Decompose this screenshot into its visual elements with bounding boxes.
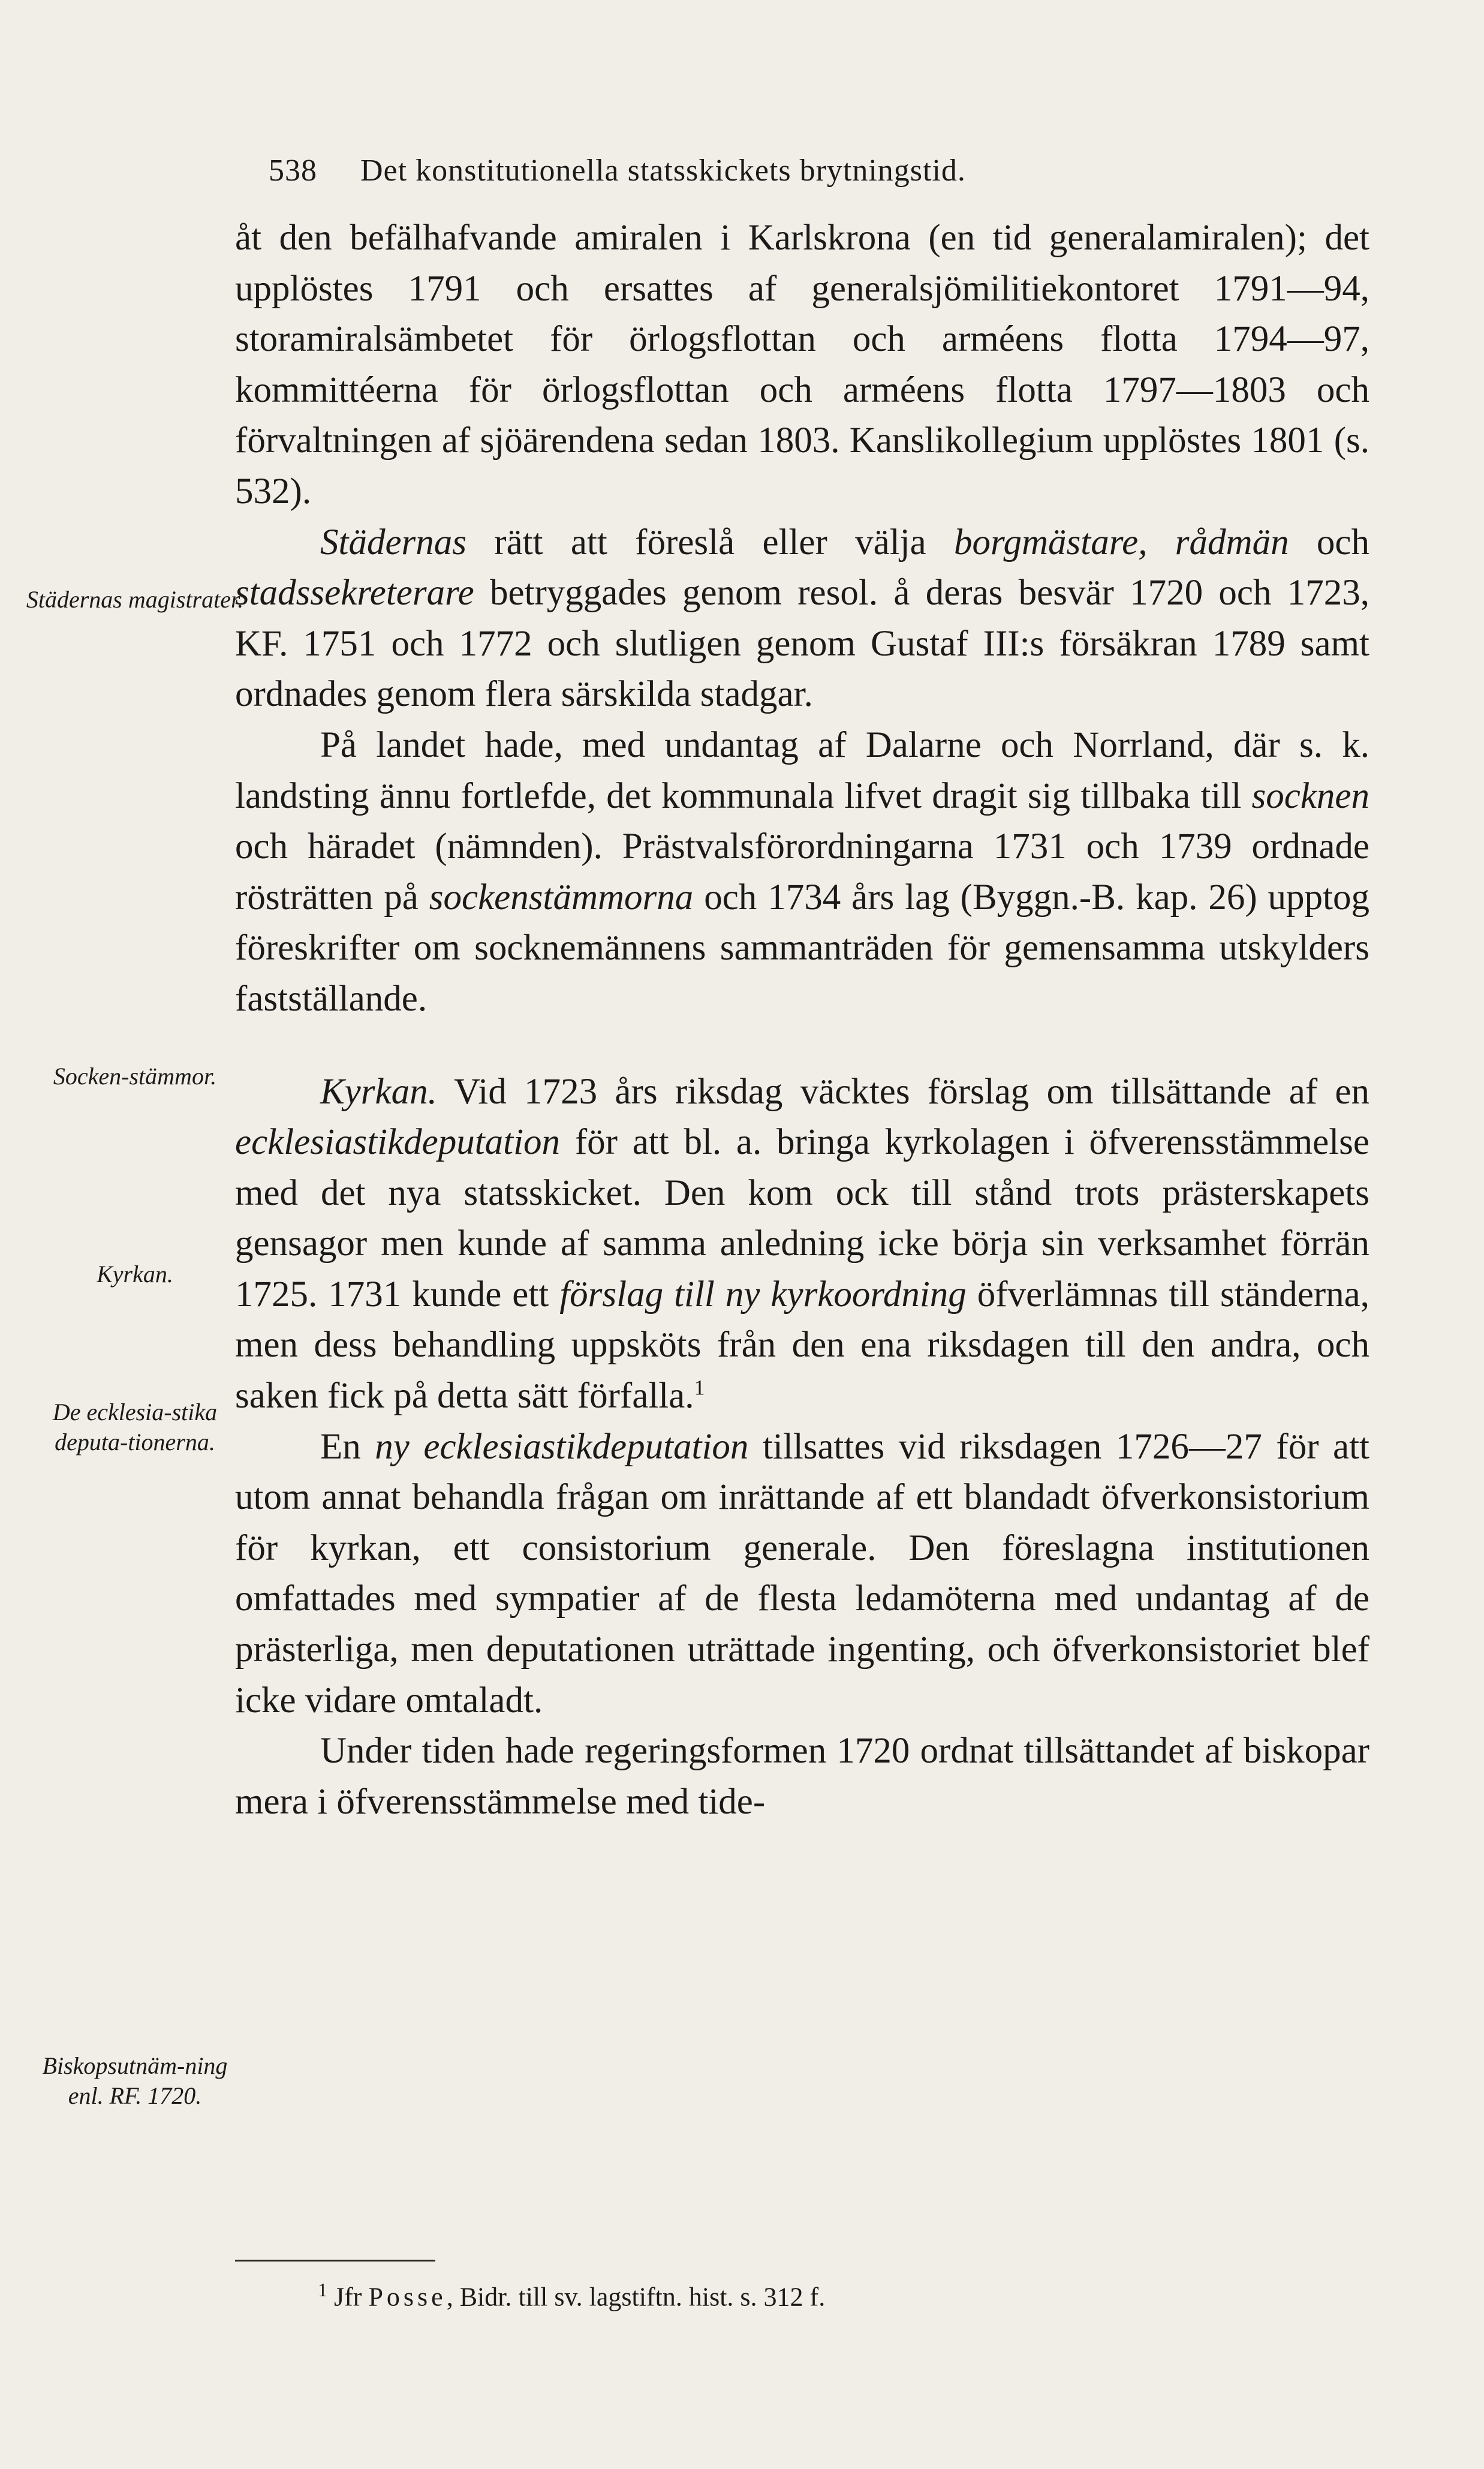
emphasis: stadssekreterare	[235, 573, 474, 614]
author-name: Posse	[368, 2282, 447, 2312]
footnote: $^1$ Jfr Posse, Bidr. till sv. lagstiftn. hist. s. 312 f.	[318, 2279, 826, 2312]
paragraph-6: Under tiden hade regeringsformen 1720 ordnat tillsättandet af biskopar mera i öfverensstämmelse med tide-	[235, 1731, 1369, 1822]
paragraph-2: Städernas rätt att föreslå eller välja borgmästare, rådmän och stadssekreterare betryggades genom resol. å deras besvär 1720 och 1723, KF. 1751 och 1772 och slutligen genom Gustaf III:s försäkran 1789 samt ordnades genom flera särskilda stadgar.	[235, 522, 1369, 715]
paragraph-5: En ny ecklesiastikdeputation tillsattes vid riksdagen 1726—27 för att utom annat behandla frågan om inrättande af ett blandadt öfverkonsistorium för kyrkan, ett consistorium generale. Den föreslagna institutionen omfattades med sympatier af de flesta ledamöterna med undantag af de prästerliga, men deputationen uträttade ingenting, och öfverkonsistoriet blef icke vidare omtaladt.	[235, 1426, 1370, 1721]
margin-note-ecklesiastika: De ecklesia-stika deputa-tionerna.	[52, 1399, 218, 1455]
margin-note-kyrkan: Kyrkan.	[97, 1261, 173, 1288]
emphasis: socknen	[1251, 775, 1369, 816]
footnote-reference: 1	[694, 1375, 705, 1400]
running-head	[269, 153, 1378, 188]
paragraph-3: På landet hade, med undantag af Dalarne och Norrland, där s. k. landsting ännu fortlefde, det kommunala lifvet dragit sig tillbaka till socknen och häradet (nämnden). Prästvalsförordningarna 1731 och 1739 ordnade rösträtten på sockenstämmorna och 1734 års lag (Byggn.-B. kap. 26) upptog föreskrifter om socknemännens sammanträden för gemensamma utskylders fastställande.	[235, 724, 1370, 1019]
emphasis: sockenstämmorna	[429, 877, 694, 918]
running-title: Det konstitutionella statsskickets brytningstid.	[360, 154, 966, 188]
emphasis: förslag till ny kyrkoordning	[559, 1274, 967, 1315]
footnote-marker: 1	[318, 2279, 327, 2300]
body-text	[235, 213, 1369, 1827]
emphasis: Städernas	[320, 522, 466, 563]
margin-note-sockenstammor: Socken-stämmor.	[53, 1063, 217, 1090]
emphasis: borgmästare, rådmän	[953, 522, 1289, 563]
footnote-divider	[235, 2260, 435, 2262]
paragraph-1: åt den befälhafvande amiralen i Karlskrona (en tid generalamiralen); det upplöstes 1791 och ersattes af generalsjömilitiekontoret 1791—94, storamiralsämbetet för örlogsflottan och arméens flotta 1794—97, kommittéerna för örlogsflottan och arméens flotta 1797—1803 och förvaltningen af sjöärendena sedan 1803. Kanslikollegium upplöstes 1801 (s. 532).	[235, 218, 1369, 512]
paragraph-4: Kyrkan. Vid 1723 års riksdag väcktes förslag om tillsättande af en ecklesiastikdeputation för att bl. a. bringa kyrkolagen i öfverensstämmelse med det nya statsskicket. Den kom ock till stånd trots prästerskapets gensagor men kunde af samma anledning icke börja sin verksamhet förrän 1725. 1731 kunde ett förslag till ny kyrkoordning öfverlämnas till ständerna, men dess behandling uppsköts från den ena riksdagen till den andra, och saken fick på detta sätt förfalla.$^1$	[235, 1071, 1370, 1417]
margin-note-biskopsutnamning: Biskopsutnäm-ning enl. RF. 1720.	[42, 2052, 228, 2109]
emphasis: ny ecklesiastikdeputation	[375, 1426, 749, 1467]
margin-note-stadernas: Städernas magistrater.	[26, 586, 244, 613]
emphasis: Kyrkan.	[320, 1071, 437, 1112]
page-number: 538	[269, 154, 317, 188]
emphasis: ecklesiastikdeputation	[235, 1122, 561, 1163]
